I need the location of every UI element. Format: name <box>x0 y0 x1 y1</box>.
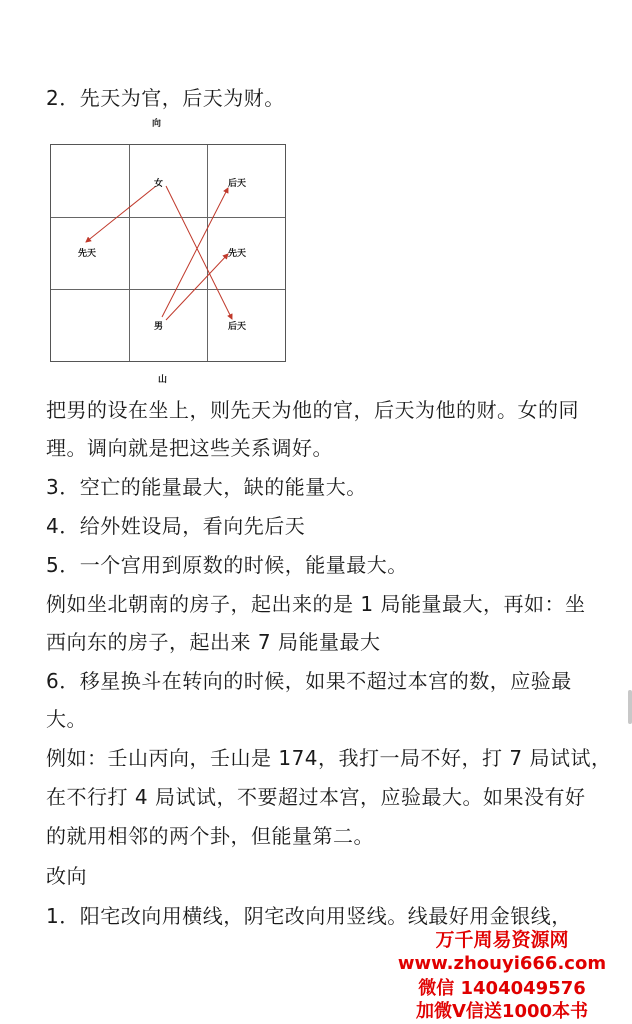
watermark-url: www.zhouyi666.com <box>397 953 607 974</box>
arrow-male-to-houtian <box>162 188 228 317</box>
label-houtian-bottom: 后天 <box>228 322 247 332</box>
diagram-bottom-label: 山 <box>158 375 168 385</box>
label-xiantian-left: 先天 <box>78 249 97 259</box>
diagram-top-label: 向 <box>152 119 162 129</box>
nine-palace-diagram <box>46 112 294 388</box>
text-line-13: 的就用相邻的两个卦，但能量第二。 <box>46 824 374 848</box>
label-houtian-top: 后天 <box>228 179 247 189</box>
text-line-1: 2．先天为官，后天为财。 <box>46 86 285 110</box>
watermark-wechat: 微信 1404049576 <box>418 978 586 999</box>
watermark-site-name: 万千周易资源网 <box>435 929 569 951</box>
text-line-5: 4．给外姓设局，看向先后天 <box>46 514 306 538</box>
text-line-15: 1．阳宅改向用横线，阴宅改向用竖线。线最好用金银线， <box>46 904 572 928</box>
text-line-4: 3．空亡的能量最大，缺的能量大。 <box>46 475 367 499</box>
text-line-14: 改向 <box>46 864 87 888</box>
label-male: 男 <box>154 322 164 332</box>
arrow-female-to-houtian <box>166 186 232 319</box>
text-line-8: 西向东的房子，起出来 7 局能量最大 <box>46 630 381 654</box>
watermark-promo: 加微V信送1000本书 <box>415 1001 589 1022</box>
text-line-6: 5．一个宫用到原数的时候，能量最大。 <box>46 553 408 577</box>
arrow-male-to-xiantian <box>166 254 228 320</box>
text-line-12: 在不行打 4 局试试，不要超过本宫，应验最大。如果没有好 <box>46 785 586 809</box>
scrollbar-thumb[interactable] <box>628 690 632 724</box>
label-female: 女 <box>154 179 164 189</box>
text-line-9: 6．移星换斗在转向的时候，如果不超过本宫的数，应验最 <box>46 669 572 693</box>
text-line-3: 理。调向就是把这些关系调好。 <box>46 436 333 460</box>
text-line-11: 例如：壬山丙向，壬山是 174，我打一局不好，打 7 局试试， <box>46 746 612 770</box>
text-line-10: 大。 <box>46 707 87 731</box>
arrow-female-to-xiantian <box>86 186 156 242</box>
label-xiantian-right: 先天 <box>228 249 247 259</box>
text-line-2: 把男的设在坐上，则先天为他的官，后天为他的财。女的同 <box>46 398 579 422</box>
text-line-7: 例如坐北朝南的房子，起出来的是 1 局能量最大，再如：坐 <box>46 592 586 616</box>
